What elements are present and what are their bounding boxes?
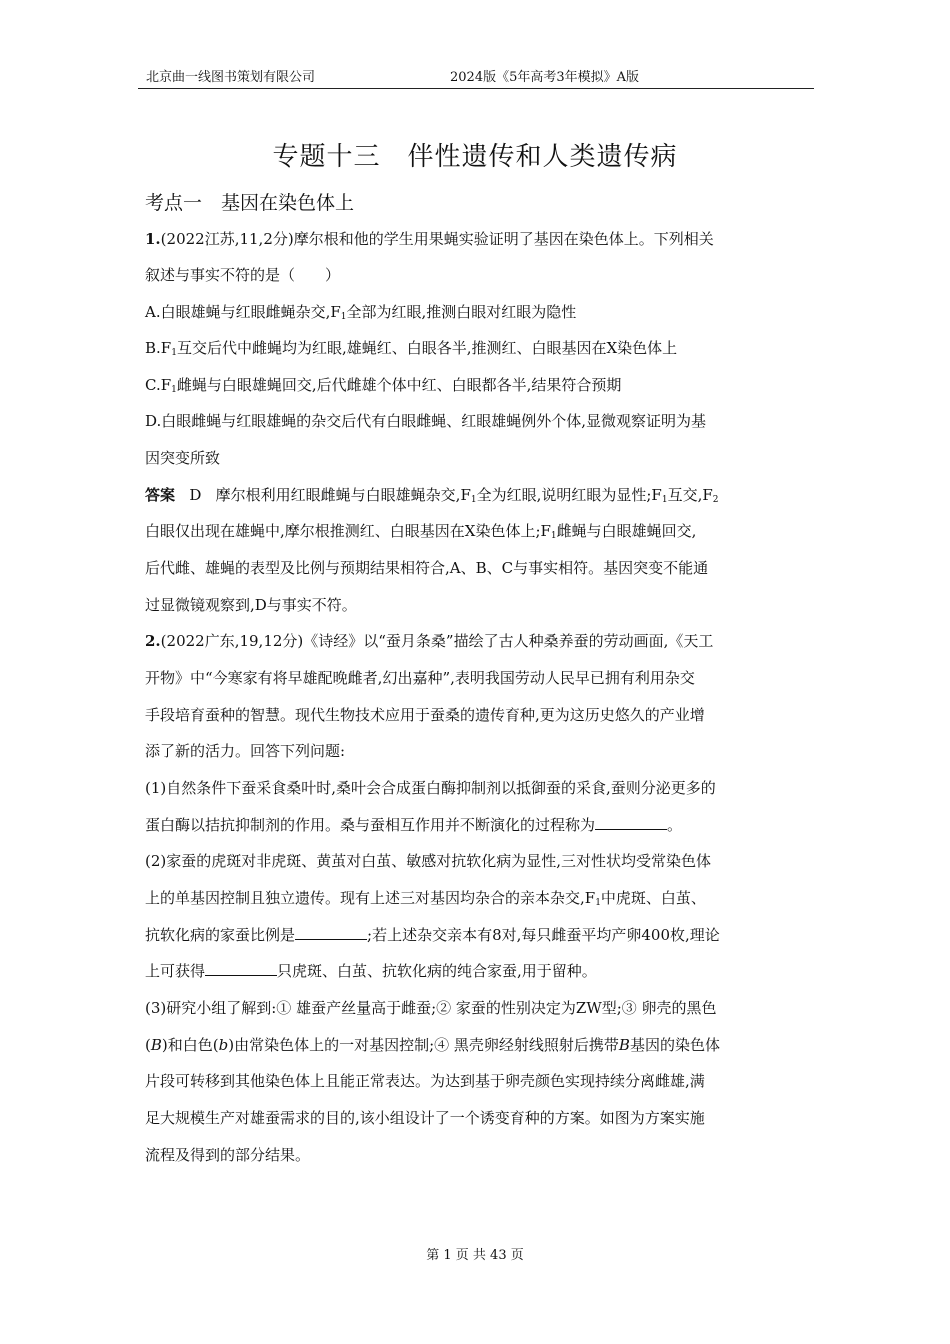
q1-option-b: $B.F_1$互交后代中雌蝇均为红眼,雄蝇红、白眼各半,推测红、白眼基因在X染色体上 (145, 339, 678, 358)
q2-part1-line-1: (1)自然条件下蚕采食桑叶时,桑叶会合成蛋白酶抑制剂以抵御蚕的采食,蚕则分泌更多的 (145, 779, 716, 797)
q2-part2-line-3: 抗软化病的家蚕比例是 ;若上述杂交亲本有8对,每只雌蚕平均产卵400枚,理论 (145, 926, 720, 944)
header-book: 2024版《5年高考3年模拟》A版 (450, 70, 640, 85)
answer-blank[interactable] (295, 925, 367, 940)
q1-option-d-line-2: 因突变所致 (145, 449, 221, 467)
q1-option-d-line-1: D.白眼雌蝇与红眼雄蝇的杂交后代有白眼雌蝇、红眼雄蝇例外个体,显微观察证明为基 (145, 412, 707, 430)
q2-part2-line-2: 上的单基因控制且独立遗传。现有上述三对基因均杂合的亲本杂交$,F_1$中虎斑、白茧、 (145, 889, 706, 908)
q1-answer-line-2: 白眼仅出现在雄蝇中,摩尔根推测红、白眼基因在X染色体上$;F_1$雌蝇与白眼雄蝇回交, (145, 522, 697, 541)
q1-option-c: $C.F_1$雌蝇与白眼雄蝇回交,后代雌雄个体中红、白眼都各半,结果符合预期 (145, 376, 622, 395)
page-footer: 第 1 页 共 43 页 (426, 1248, 524, 1263)
q2-line-3: 手段培育蚕种的智慧。现代生物技术应用于蚕桑的遗传育种,更为这历史悠久的产业增 (145, 706, 705, 724)
q2-part2-line-1: (2)家蚕的虎斑对非虎斑、黄茧对白茧、敏感对抗软化病为显性,三对性状均受常染色体 (145, 852, 712, 870)
q1-answer-line-1: 答案 D 摩尔根利用红眼雌蝇与白眼雄蝇杂交$,F_1$全为红眼,说明红眼为显性$;F_1$互交$,F_2$ (145, 486, 719, 505)
q2-line-2: 开物》中“今寒家有将早雄配晚雌者,幻出嘉种”,表明我国劳动人民早已拥有利用杂交 (145, 669, 695, 687)
q2-part3-line-5: 流程及得到的部分结果。 (145, 1146, 311, 1164)
page-title: 专题十三 伴性遗传和人类遗传病 (272, 142, 678, 172)
answer-blank[interactable] (595, 815, 667, 830)
q1-line-1: 1.(2022江苏,11,2分)摩尔根和他的学生用果蝇实验证明了基因在染色体上。下列相关 (145, 230, 714, 248)
answer-blank[interactable] (205, 961, 277, 976)
section-heading: 考点一 基因在染色体上 (145, 192, 355, 214)
q2-part3-line-2: (B)和白色(b)由常染色体上的一对基因控制;④ 黑壳卵经射线照射后携带B基因的染色体 (145, 1036, 720, 1054)
q2-part3-line-3: 片段可转移到其他染色体上且能正常表达。为达到基于卵壳颜色实现持续分离雌雄,满 (145, 1072, 705, 1090)
q1-line-2: 叙述与事实不符的是（ ） (145, 266, 341, 284)
q1-answer-line-4: 过显微镜观察到,D与事实不符。 (145, 596, 357, 614)
q2-number: 2. (145, 632, 161, 650)
q1-number: 1. (145, 230, 161, 248)
page-header (138, 64, 814, 89)
q1-option-a: A.白眼雄蝇与红眼雌蝇杂交$,F_1$全部为红眼,推测白眼对红眼为隐性 (145, 303, 577, 322)
q2-part2-line-4: 上可获得 只虎斑、白茧、抗软化病的纯合家蚕,用于留种。 (145, 962, 597, 980)
answer-letter: D (189, 486, 202, 504)
q2-line-1: 2.(2022广东,19,12分)《诗经》以“蚕月条桑”描绘了古人种桑养蚕的劳动画面,《天工 (145, 632, 714, 650)
q2-part1-line-2: 蛋白酶以拮抗抑制剂的作用。桑与蚕相互作用并不断演化的过程称为 。 (145, 816, 683, 834)
q2-part3-line-1: (3)研究小组了解到:① 雄蚕产丝量高于雌蚕;② 家蚕的性别决定为ZW型;③ 卵壳的黑色 (145, 999, 717, 1017)
header-publisher: 北京曲一线图书策划有限公司 (146, 70, 316, 85)
q1-answer-line-3: 后代雌、雄蝇的表型及比例与预期结果相符合,A、B、C与事实相符。基因突变不能通 (145, 559, 709, 577)
q2-line-4: 添了新的活力。回答下列问题: (145, 742, 346, 760)
q2-part3-line-4: 足大规模生产对雄蚕需求的目的,该小组设计了一个诱变育种的方案。如图为方案实施 (145, 1109, 705, 1127)
answer-label: 答案 (145, 486, 176, 504)
